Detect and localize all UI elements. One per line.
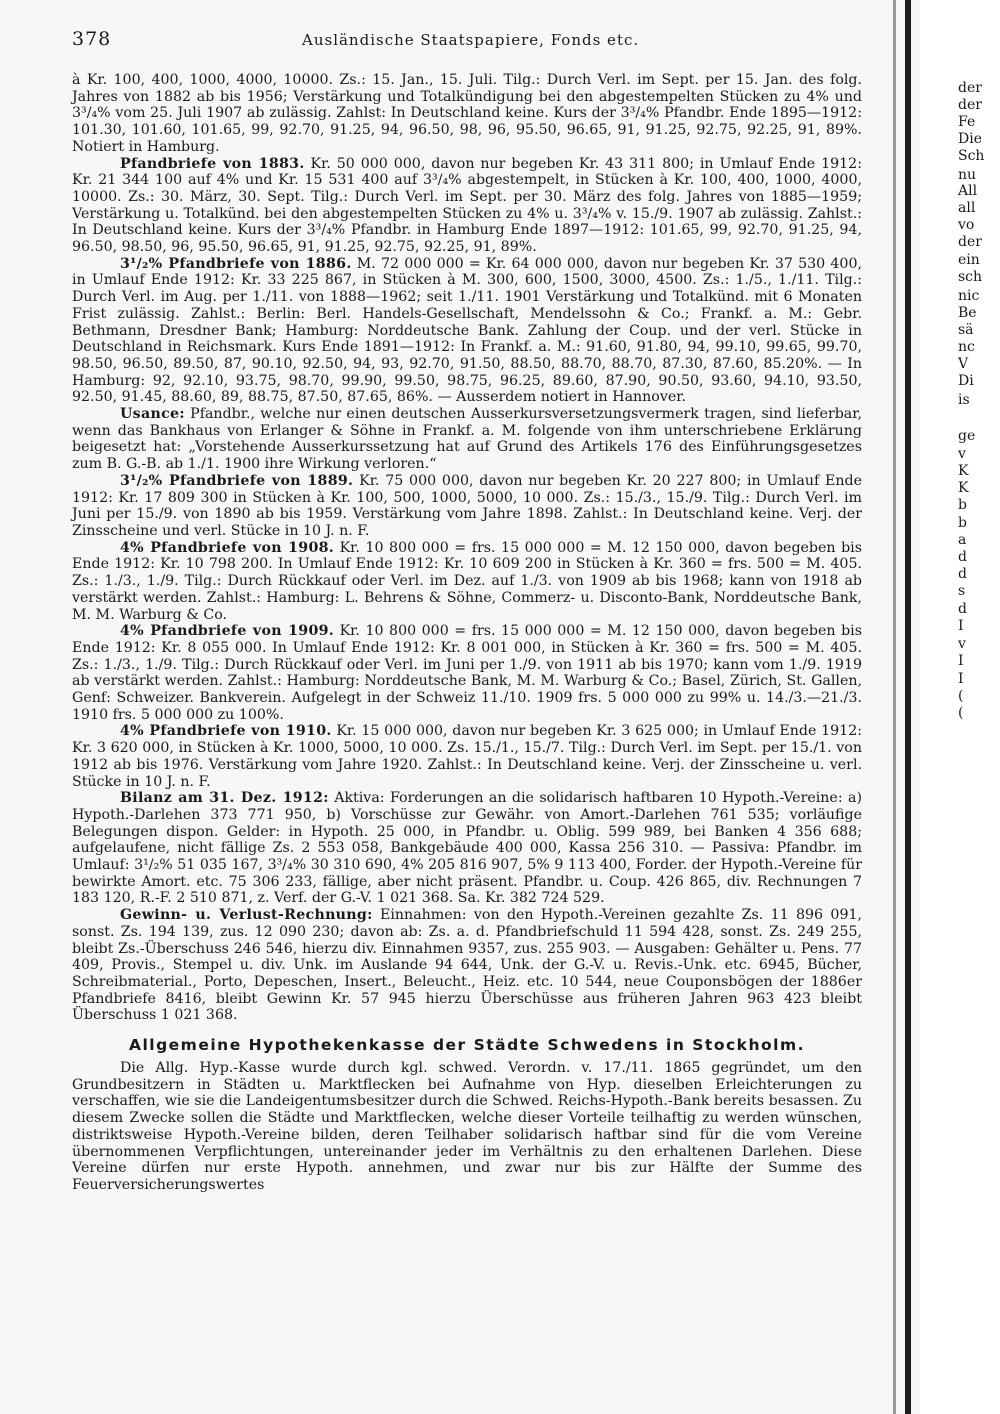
body-text: [72, 72, 862, 1024]
adjacent-page-fragment: Di: [958, 373, 974, 389]
adjacent-page-fragment: der: [958, 234, 982, 250]
adjacent-page-fragment: d: [958, 601, 967, 617]
adjacent-page-fragment: nu: [958, 167, 977, 183]
adjacent-page-fragment: all: [958, 200, 976, 216]
adjacent-page-fragment: der: [958, 97, 982, 113]
paragraph-gewinn-verlust: Gewinn- u. Verlust-Rechnung: Einnahmen: von den Hypoth.-Vereinen gezahlte Zs. 11 896 091, sonst. Zs. 194 139, zus. 12 090 230; davon ab: Zs. a. d. Pfandbriefschuld 11 594 428, sonst. Zs. 249 255, bleibt Zs.-Überschuss 246 546, hierzu div. Einnahmen 9357, zus. 255 903. — Ausgaben: Gehälter u. Pens. 77 409, Provis., Stempel u. div. Unk. im Auslande 94 644, Unk. der G.-V. u. Revis.-Unk. etc. 6945, Bücher, Schreibmaterial., Porto, Depeschen, Insert., Beleucht., Heiz. etc. 10 544, neue Couponsbögen der 1886er Pfandbriefe 8416, bleibt Gewinn Kr. 57 945 hierzu Überschüsse aus früheren Jahren 963 423 bleibt Überschuss 1 021 368.: [72, 907, 863, 1024]
adjacent-page-fragment: s: [958, 583, 966, 599]
adjacent-page-edge: [920, 0, 1000, 1414]
adjacent-page-fragment: V: [958, 356, 969, 372]
section-heading: 4% Pfandbriefe von 1910.: [120, 723, 332, 740]
running-title: Ausländische Staatspapiere, Fonds etc.: [302, 31, 640, 49]
paragraph-pfandbriefe-1908: 4% Pfandbriefe von 1908. Kr. 10 800 000 = frs. 15 000 000 = M. 12 150 000, davon begeben bis Ende 1912: Kr. 10 798 200. In Umlauf Ende 1912: Kr. 10 609 200 in Stücken à Kr. 360 = frs. 500 = M. 405. Zs.: 1./3., 1./9. Tilg.: Durch Rückkauf oder Verl. im Dez. auf 1./3. von 1909 ab bis 1968; kann von 1918 ab verstärkt werden. Zahlst.: Hamburg: L. Behrens & Söhne, Commerz- u. Disconto-Bank, Norddeutsche Bank, M. M. Warburg & Co.: [72, 539, 862, 623]
adjacent-page-fragment: a: [958, 532, 967, 548]
adjacent-page-fragment: b: [958, 497, 967, 513]
section-heading: 3¹/₂% Pfandbriefe von 1889.: [120, 472, 354, 489]
adjacent-page-fragment: I: [958, 671, 964, 687]
final-body-text: [72, 1060, 862, 1194]
adjacent-page-fragment: All: [958, 183, 978, 199]
paragraph-pfandbriefe-1909: 4% Pfandbriefe von 1909. Kr. 10 800 000 = frs. 15 000 000 = M. 12 150 000, davon begeben bis Ende 1912: Kr. 8 055 000. In Umlauf Ende 1912: Kr. 8 001 000, in Stücken à Kr. 360 = frs. 500 = M. 405. Zs.: 1./3., 1./9. Tilg.: Durch Rückkauf oder Verl. im Juni per 1./9. von 1911 ab bis 1970; kann vom 1./9. 1919 ab verstärkt werden. Zahlst.: Hamburg: Norddeutsche Bank, M. M. Warburg & Co.; Basel, Zürich, St. Gallen, Genf: Schweizer. Bankverein. Aufgelegt in der Schweiz 11./10. 1909 frs. 5 000 000 zu 99% u. 14./3.—21./3. 1910 frs. 5 000 000 zu 100%.: [72, 623, 862, 723]
section-heading: 4% Pfandbriefe von 1908.: [120, 539, 335, 556]
adjacent-page-fragment: v: [958, 446, 966, 462]
section-heading: Pfandbriefe von 1883.: [120, 155, 305, 172]
paragraph-intro: à Kr. 100, 400, 1000, 4000, 10000. Zs.: 15. Jan., 15. Juli. Tilg.: Durch Verl. im Sept. per 15. Jan. des folg. Jahres von 1882 ab bis 1956; Verstärkung und Totalkündigung bei den abgestempelten Stücken zu 4% und 3³/₄% vom 25. Juli 1907 ab zulässig. Zahlst: In Deutschland keine. Kurs der 3³/₄% Pfandbr. Ende 1895—1912: 101.30, 101.60, 101.65, 99, 92.70, 91.25, 94, 96.50, 98, 96, 95.50, 96.65, 91, 91.25, 92.75, 92.25, 91, 89%. Notiert in Hamburg.: [72, 72, 862, 155]
section-heading: Usance:: [120, 406, 185, 423]
adjacent-page-fragment: is: [958, 392, 970, 408]
section-heading: Bilanz am 31. Dez. 1912:: [120, 790, 329, 807]
adjacent-page-fragment: ge: [958, 428, 976, 444]
adjacent-page-fragment: sch: [958, 269, 983, 285]
binding-gutter: [905, 0, 911, 1414]
adjacent-page-fragment: b: [958, 515, 967, 531]
adjacent-page-fragment: ein: [958, 252, 980, 268]
paragraph-bilanz: Bilanz am 31. Dez. 1912: Aktiva: Forderungen an die solidarisch haftbaren 10 Hypoth.-Vereine: a) Hypoth.-Darlehen 373 771 950, b) Vorschüsse zur Gewähr. von Amort.-Darlehen 761 535; vorläufige Belegungen dispon. Gelder: in Hypoth. 25 000, in Pfandbr. u. Oblig. 599 989, bei Banken 4 356 688; aufgelaufene, nicht fällige Zs. 2 553 058, Bankgebäude 400 000, Kassa 256 310. — Passiva: Pfandbr. im Umlauf: 3¹/₂% 51 035 167, 3³/₄% 30 310 690, 4% 205 816 907, 5% 9 113 400, Forder. der Hypoth.-Vereine für bewirkte Amort. etc. 75 306 233, fällige, aber nicht präsent. Pfandbr. u. Coup. 426 865, div. Rechnungen 7 183 120, R.-F. 2 510 871, z. Verf. der G.-V. 1 021 368. Sa. Kr. 382 724 529.: [72, 790, 862, 907]
adjacent-page-fragment: sä: [958, 322, 974, 338]
adjacent-page-fragment: der: [958, 80, 982, 96]
adjacent-page-fragment: d: [958, 549, 967, 565]
section-heading: Gewinn- u. Verlust-Rechnung:: [120, 907, 373, 924]
adjacent-page-fragment: vo: [958, 217, 975, 233]
page-number: 378: [72, 28, 112, 50]
page-header: [72, 28, 862, 50]
adjacent-page-fragment: nic: [958, 288, 980, 304]
section-heading: 3¹/₂% Pfandbriefe von 1886.: [120, 255, 352, 272]
paragraph-pfandbriefe-1883: Pfandbriefe von 1883. Kr. 50 000 000, davon nur begeben Kr. 43 311 800; in Umlauf Ende 1912: Kr. 21 344 100 auf 4% und Kr. 15 531 400 auf 3³/₄% abgestempelt, in Stücken à Kr. 100, 400, 1000, 4000, 10000. Zs.: 30. März, 30. Sept. Tilg.: Durch Verl. im Sept. per 30. März des folg. Jahres von 1885—1959; Verstärkung u. Totalkünd. bei den abgestempelten Stücken zu 4% u. 3³/₄% v. 15./9. 1907 ab zulässig. Zahlst.: In Deutschland keine. Kurs der 3³/₄% Pfandbr. in Hamburg Ende 1897—1912: 101.65, 99, 92.70, 91.25, 94, 96.50, 98.50, 96, 95.50, 96.65, 91, 91.25, 92.75, 92.25, 91, 89%.: [72, 155, 862, 256]
adjacent-page-fragment: Fe: [958, 114, 976, 130]
main-column: [72, 28, 862, 1194]
adjacent-page-fragment: Die: [958, 131, 982, 147]
paragraph-hypothekenkasse: Die Allg. Hyp.-Kasse wurde durch kgl. schwed. Verordn. v. 17./11. 1865 gegründet, um den Grundbesitzern in Städten u. Marktflecken bei Aufnahme von Hyp. dieselben Erleichterungen zu verschaffen, wie sie die Landeigentumsbesitzer durch die Schwed. Reichs-Hypoth.-Bank bereits besassen. Zu diesem Zwecke sollen die Städte und Marktflecken, welche dieser Vorteile teilhaftig zu werden wünschen, distriktsweise Hypoth.-Vereine bilden, deren Teilhaber solidarisch haftbar sind für die vom Vereine übernommenen Verpflichtungen, untereinander jeder im Verhältnis zu den erhaltenen Darlehen. Diese Vereine dürfen nur erste Hypoth. annehmen, und zwar nur bis zur Hälfte der Summe des Feuerversicherungswertes: [72, 1060, 862, 1193]
adjacent-page-fragment: I: [958, 653, 964, 669]
adjacent-page-fragment: I: [958, 618, 964, 634]
adjacent-page-fragment: (: [958, 688, 964, 704]
adjacent-page-fragment: Sch: [958, 148, 985, 164]
adjacent-page-fragment: d: [958, 566, 967, 582]
adjacent-page-fragment: Be: [958, 305, 977, 321]
section-heading: 4% Pfandbriefe von 1909.: [120, 623, 335, 640]
section-title: Allgemeine Hypothekenkasse der Städte Schwedens in Stockholm.: [128, 1036, 806, 1055]
adjacent-page-fragment: (: [958, 705, 964, 721]
paragraph-usance: Usance: Pfandbr., welche nur einen deutschen Ausserkursversetzungsvermerk tragen, sind lieferbar, wenn das Bankhaus von Erlanger & Söhne in Frankf. a. M. folgende von ihm unterschriebene Erklärung beigesetzt hat: „Vorstehende Ausserkurssetzung hat auf Grund des Artikels 176 des Einführungsgesetzes zum B. G.-B. ab 1./1. 1900 ihre Wirkung verloren.“: [72, 406, 862, 473]
adjacent-page-fragment: v: [958, 636, 966, 652]
adjacent-page-fragment: K: [958, 480, 969, 496]
adjacent-page-fragment: nc: [958, 339, 975, 355]
paragraph-pfandbriefe-1889: 3¹/₂% Pfandbriefe von 1889. Kr. 75 000 000, davon nur begeben Kr. 20 227 800; in Umlauf Ende 1912: Kr. 17 809 300 in Stücken à Kr. 100, 500, 1000, 5000, 10 000. Zs.: 15./3., 15./9. Tilg.: Durch Verl. im Juni per 15./9. von 1890 ab bis 1959. Verstärkung vom Jahre 1898. Zahlst.: In Deutschland keine. Verj. der Zinsscheine und verl. Stücke in 10 J. n. F.: [72, 472, 863, 539]
paragraph-pfandbriefe-1910: 4% Pfandbriefe von 1910. Kr. 15 000 000, davon nur begeben Kr. 3 625 000; in Umlauf Ende 1912: Kr. 3 620 000, in Stücken à Kr. 1000, 5000, 10 000. Zs. 15./1., 15./7. Tilg.: Durch Verl. im Sept. per 15./1. von 1912 ab bis 1976. Verstärkung vom Jahre 1920. Zahlst.: In Deutschland keine. Verj. der Zinsscheine u. verl. Stücke in 10 J. n. F.: [72, 723, 862, 790]
adjacent-page-fragment: K: [958, 463, 969, 479]
binding-shadow: [893, 0, 896, 1414]
paragraph-pfandbriefe-1886: 3¹/₂% Pfandbriefe von 1886. M. 72 000 000 = Kr. 64 000 000, davon nur begeben Kr. 37 530 400, in Umlauf Ende 1912: Kr. 33 225 867, in Stücken à M. 300, 600, 1500, 3000, 4500. Zs.: 1./5., 1./11. Tilg.: Durch Verl. im Aug. per 1./11. von 1888—1962; seit 1./11. 1901 Verstärkung und Totalkünd. mit 6 Monaten Frist zulässig. Zahlst.: Berlin: Berl. Handels-Gesellschaft, Mendelssohn & Co.; Frankf. a. M.: Gebr. Bethmann, Dresdner Bank; Hamburg: Norddeutsche Bank. Zahlung der Coup. und der verl. Stücke in Deutschland in Reichsmark. Kurs Ende 1891—1912: In Frankf. a. M.: 91.60, 91.80, 94, 99.10, 99.65, 99.70, 98.50, 96.50, 89.50, 87, 90.10, 92.50, 94, 93, 92.70, 91.50, 88.50, 88.70, 88.70, 87.30, 87.60, 85.20%. — In Hamburg: 92, 92.10, 93.75, 98.70, 99.90, 99.50, 98.75, 96.25, 89.60, 87.90, 90.50, 93.60, 94.10, 93.50, 92.50, 91.45, 88.60, 89, 88.75, 87.50, 87.65, 86%. — Ausserdem notiert in Hannover.: [72, 255, 862, 406]
